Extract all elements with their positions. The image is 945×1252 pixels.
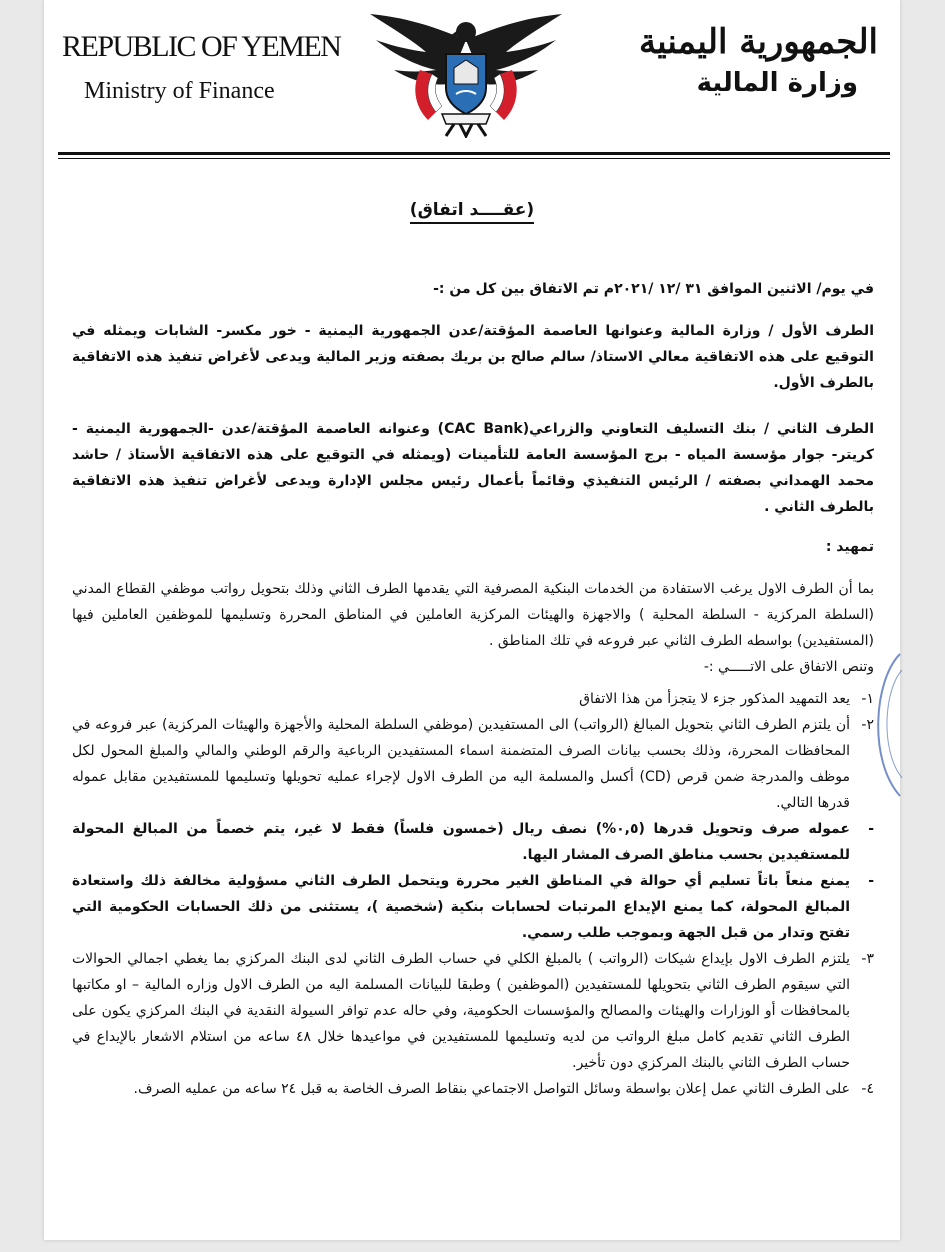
republic-title-en: REPUBLIC OF YEMEN <box>62 30 341 63</box>
list-item <box>72 1076 874 1102</box>
intro-line: في يوم/ الاثنين الموافق ٣١ /١٢ /٢٠٢١م تم الاتفاق بين كل من :- <box>433 281 874 297</box>
yemen-emblem-icon <box>362 10 570 138</box>
header-divider-thin <box>58 158 890 159</box>
stamp-icon <box>864 650 904 800</box>
list-item <box>72 712 874 816</box>
document-title: (عقــــد اتفاق) <box>410 200 534 224</box>
item-number: ٢- <box>861 717 874 733</box>
list-item <box>72 946 874 1076</box>
letterhead-english <box>62 30 341 105</box>
header-divider <box>58 152 890 155</box>
agreed-on-line: وتنص الاتفاق على الاتـــــي :- <box>703 659 874 675</box>
item-number: ٣- <box>861 951 874 967</box>
ministry-title-en: Ministry of Finance <box>84 78 275 104</box>
item-text: أن يلتزم الطرف الثاني بتحويل المبالغ (الرواتب) الى المستفيدين (موظفي السلطة المحلية والأجهزة والهيئات المركزية) عبر فروعه في المحافظات المحررة، وذلك بحسب بيانات الصرف المتضمنة اسماء المستفيدين الرباعية والرقم الوطني والمالي والمبلغ المحول لكل موظف والمدرجة ضمن قرص (CD) أكسل والمسلمة اليه من الطرف الاول لإجراء عمليه تحويلها وتسليمها للمستفيدين مقابل عموله قدرها التالي. <box>72 717 850 811</box>
preamble-heading: تمهيد : <box>825 539 874 555</box>
ministry-title-ar: وزارة المالية <box>696 68 858 98</box>
item-text: يمنع منعاً باتاً تسليم أي حوالة في المناطق الغير محررة ويتحمل الطرف الثاني مسؤولية مخالفة ذلك واستعادة المبالغ المحولة، كما يمنع الإيداع المرتبات لحسابات بنكية (شخصية )، يستثنى من ذلك الحسابات الحكومية التي تفتح وتدار من قبل الجهة وبموجب طلب رسمي. <box>72 873 850 941</box>
agreement-items <box>72 686 874 1102</box>
item-text: على الطرف الثاني عمل إعلان بواسطة وسائل التواصل الاجتماعي بنقاط الصرف الخاصة به قبل ٢٤ ساعه من عمليه الصرف. <box>133 1081 850 1097</box>
letterhead-arabic <box>598 22 878 98</box>
party-one-paragraph: الطرف الأول / وزارة المالية وعنوانها العاصمة المؤقتة/عدن الجمهورية اليمنية - خور مكسر- الشابات ويمثله في التوقيع على هذه الاتفاقية معالي الاستاذ/ سالم صالح بن بريك بصفته وزير المالية ويدعى لأغراض تنفيذ هذه الاتفاقية بالطرف الأول. <box>72 323 874 391</box>
item-text: يعد التمهيد المذكور جزء لا يتجزأ من هذا الاتفاق <box>579 691 850 707</box>
item-text: يلتزم الطرف الاول بإيداع شيكات (الرواتب ) بالمبلغ الكلي في حساب الطرف الثاني لدى البنك المركزي بما يغطي اجمالي الحوالات التي سيقوم الطرف الثاني بتحويلها للمستفيدين (الموظفين ) وطبقا للبيانات المسلمة اليه من الطرف الاول وزاره المالية – او مكاتبها بالمحافظات أو الوزارات والهيئات والمصالح والمؤسسات الحكومية، وفي حاله عدم توافر السيولة النقدية في البنك المركزي يكون على الطرف الثاني تقديم كامل مبلغ الرواتب من لديه وتسليمها للمستفيدين في مواعيدها خلال ٤٨ ساعه من استلام الاشعار بالإيداع في حساب الطرف الثاني بالبنك المركزي دون تأخير. <box>72 951 850 1071</box>
document-body <box>72 276 874 1102</box>
item-bullet: - <box>868 873 874 889</box>
item-text: عموله صرف وتحويل قدرها (٠,٥%) نصف ريال (خمسون فلساً) فقط لا غير، يتم خصماً من المبالغ المحولة للمستفيدين بحسب مناطق الصرف المشار اليها. <box>72 821 850 863</box>
republic-title-ar: الجمهورية اليمنية <box>638 22 878 62</box>
item-number: ١- <box>861 691 874 707</box>
item-bullet: - <box>868 821 874 837</box>
party-two-paragraph: الطرف الثاني / بنك التسليف التعاوني والزراعي(CAC Bank) وعنوانه العاصمة المؤقتة/عدن -الجمهورية اليمنية - كريتر- جوار مؤسسة المياه - برج المؤسسة العامة للتأمينات (ويمثله في التوقيع على هذه الاتفاقية الأستاذ / حاشد محمد الهمداني بصفته / الرئيس التنفيذي وقائماً بأعمال رئيس مجلس الإدارة ويدعى لأغراض تنفيذ هذه الاتفاقية بالطرف الثاني . <box>72 421 874 515</box>
list-item <box>72 816 874 868</box>
item-number: ٤- <box>861 1081 874 1097</box>
list-item <box>72 686 874 712</box>
document-page <box>44 0 900 1240</box>
title-block <box>44 200 900 224</box>
preamble-paragraph: بما أن الطرف الاول يرغب الاستفادة من الخدمات البنكية المصرفية التي يقدمها الطرف الثاني وذلك بتحويل رواتب موظفي القطاع المدني (السلطة المركزية - السلطة المحلية ) والاجهزة والهيئات المركزية العاملين في المناطق المحررة وتسليمها للموظفين العاملين فيها (المستفيدين) بواسطه الطرف الثاني عبر فروعه في تلك المناطق . <box>72 581 874 649</box>
list-item <box>72 868 874 946</box>
